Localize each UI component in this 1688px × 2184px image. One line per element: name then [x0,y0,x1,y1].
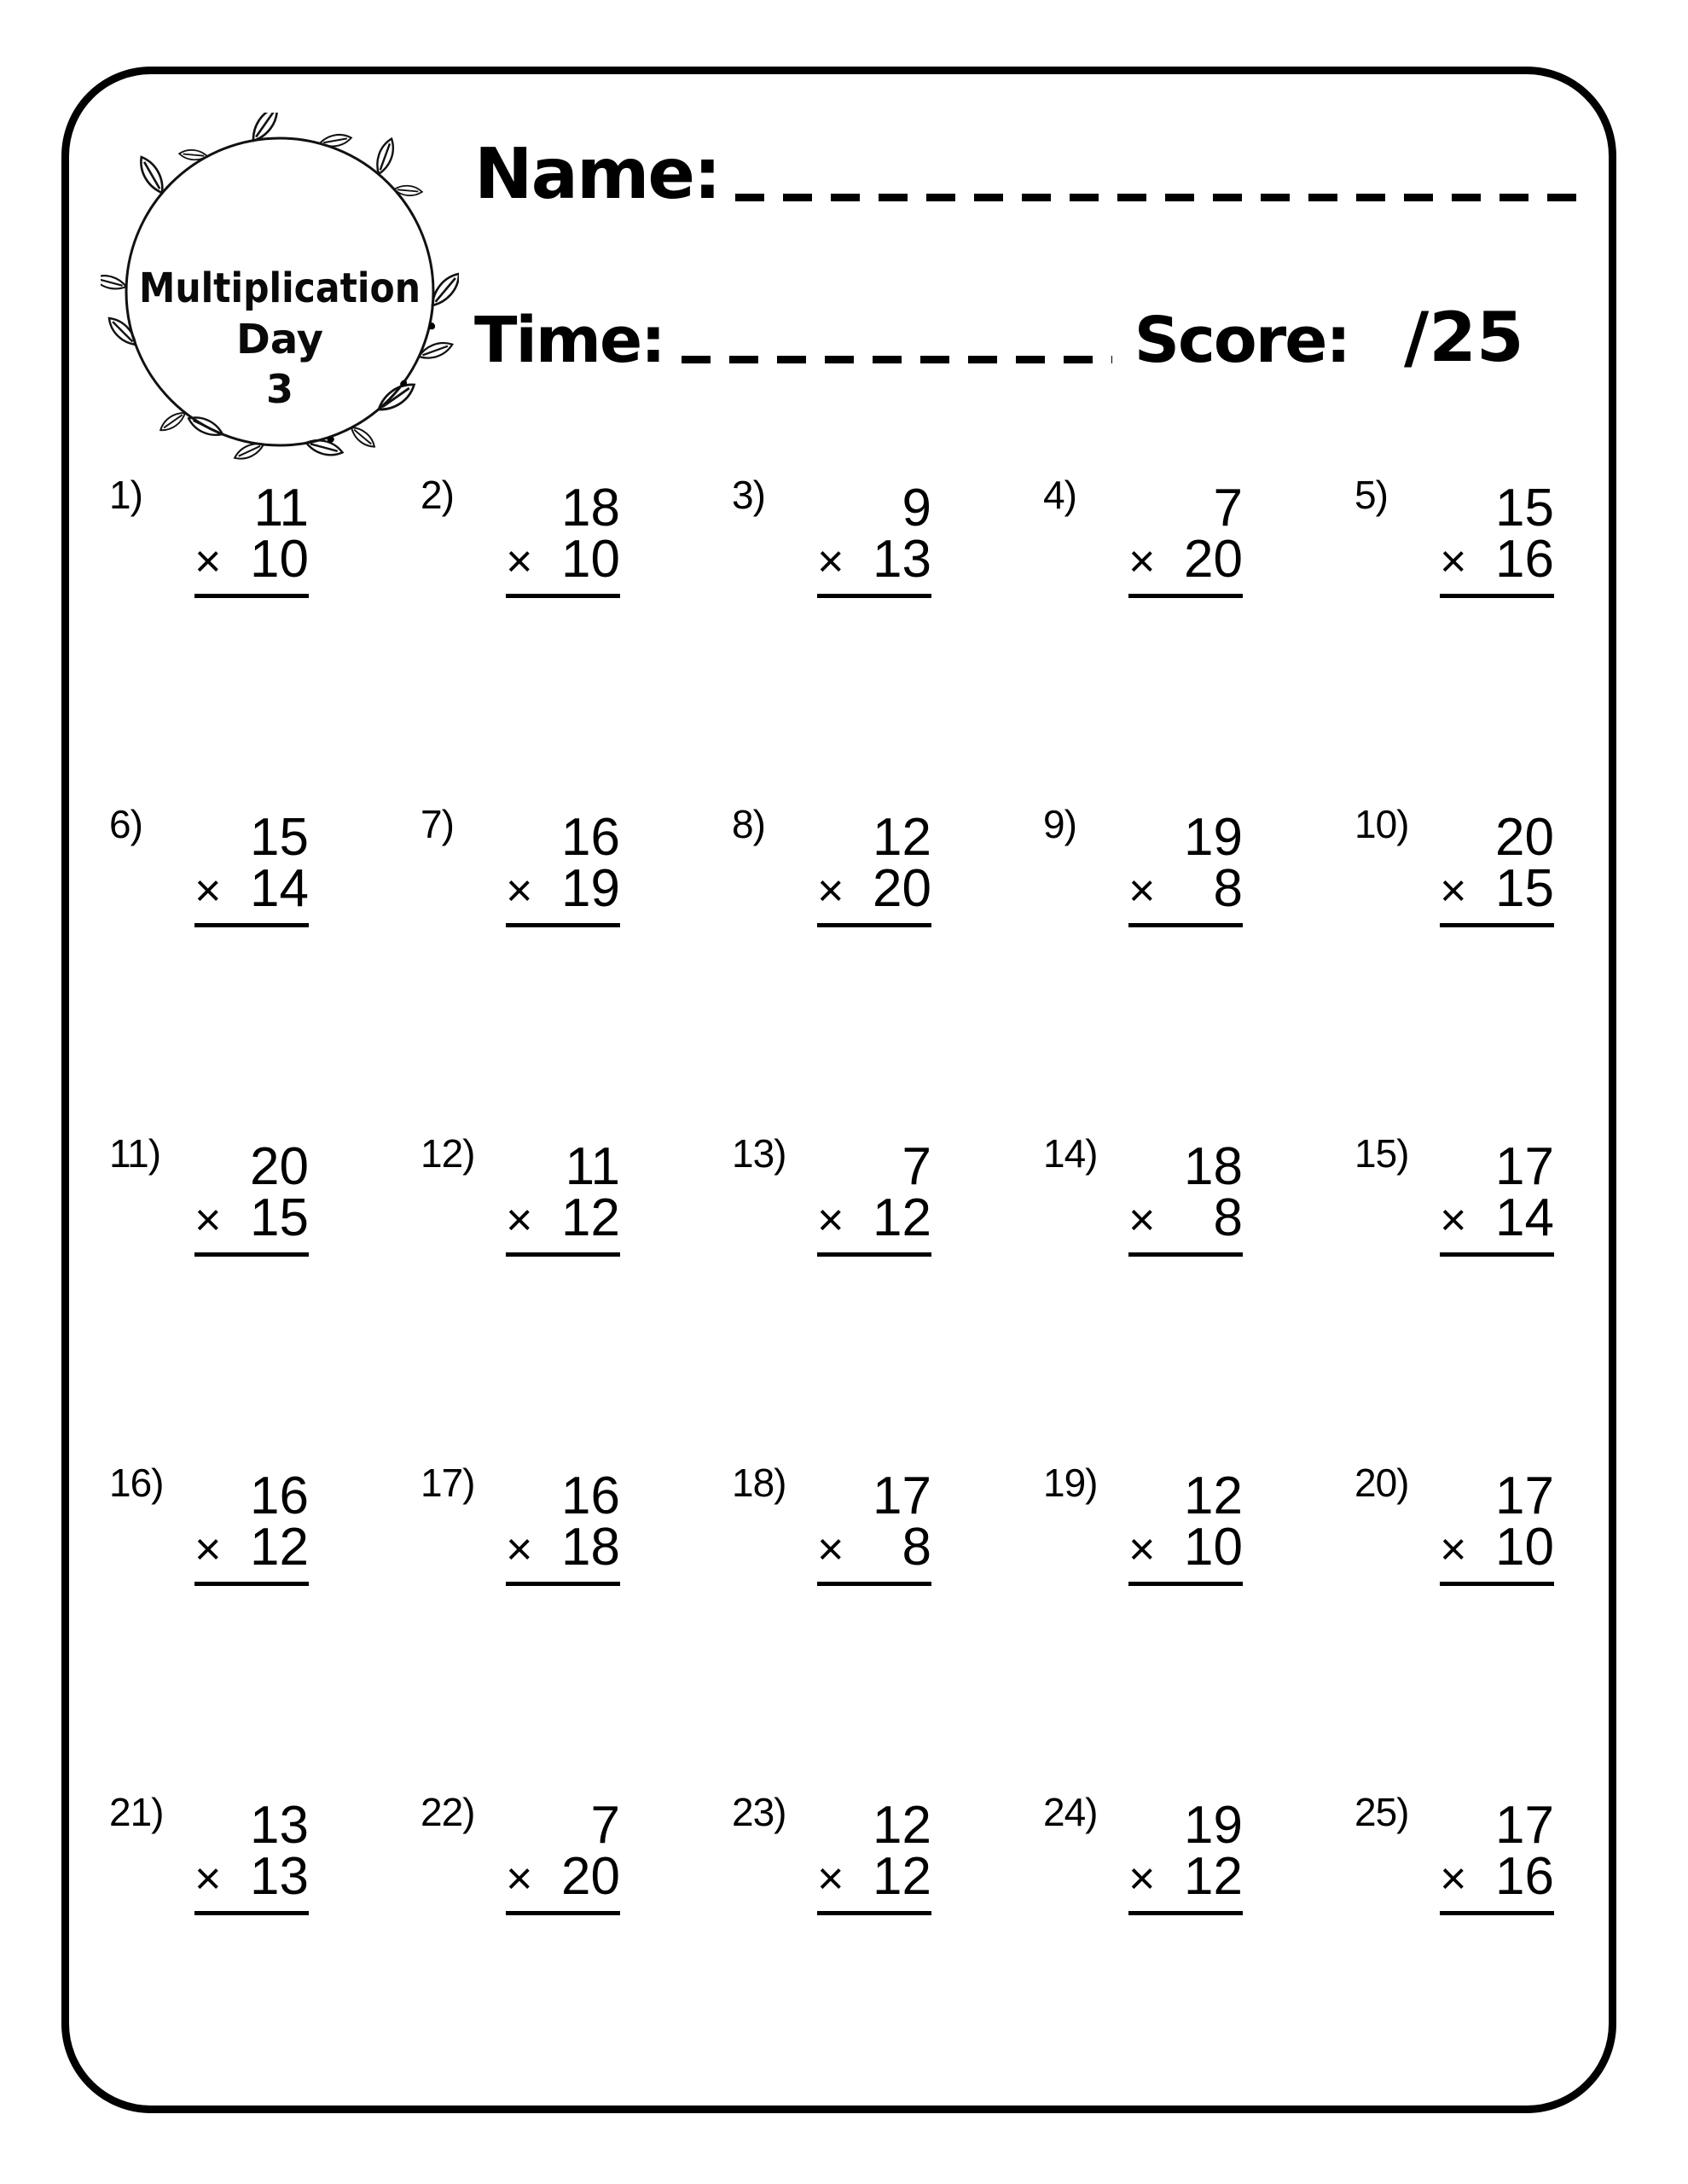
score-total: /25 [1404,298,1524,377]
problem-number-label: 16) [109,1461,164,1505]
multiplicand: 12 [873,1796,931,1855]
problem-body [506,808,620,927]
answer-line[interactable] [194,1911,309,1915]
multiplicand: 11 [253,479,309,537]
problem-item [1043,1462,1354,1792]
answer-line[interactable] [1128,1252,1243,1257]
multiplication-sign: × [194,865,222,916]
problem-number-label: 21) [109,1790,164,1834]
answer-line[interactable] [506,1252,620,1257]
multiplication-sign: × [1440,1524,1467,1575]
multiplicand: 18 [1184,1137,1243,1196]
multiplier: 14 [1495,1188,1554,1247]
multiplication-sign: × [1128,865,1156,916]
answer-line[interactable] [194,594,309,598]
problem-body [817,808,931,927]
problem-item [421,474,732,804]
multiplicand: 13 [250,1796,309,1855]
multiplication-sign: × [1440,1853,1467,1904]
logo-subtitle: Day [235,316,324,363]
problem-body [194,808,309,927]
problem-number-label: 14) [1043,1131,1098,1176]
multiplication-sign: × [1440,1194,1467,1246]
answer-line[interactable] [817,923,931,927]
multiplication-sign: × [506,865,533,916]
multiplicand: 16 [561,808,620,867]
multiplier: 12 [873,1847,931,1906]
answer-line[interactable] [1128,1582,1243,1586]
problem-body [506,479,620,598]
multiplicand: 16 [561,1467,620,1525]
problem-item [1043,1133,1354,1462]
multiplier: 12 [873,1188,931,1247]
problem-item [732,804,1043,1133]
problem-item [732,1133,1043,1462]
problem-number-label: 1) [109,473,142,517]
multiplication-sign: × [1128,1853,1156,1904]
problems-grid [109,474,1666,2121]
answer-line[interactable] [817,1252,931,1257]
multiplicand: 19 [1184,808,1243,867]
problem-number-label: 8) [732,802,765,846]
problem-body [506,1796,620,1915]
multiplier: 18 [561,1518,620,1577]
name-row [474,136,1576,213]
wreath-logo [101,113,459,471]
problem-item [109,804,421,1133]
multiplier: 10 [250,530,309,589]
problem-item [1043,1792,1354,2121]
problem-body [194,1467,309,1586]
problem-item [732,1462,1043,1792]
multiplier: 13 [250,1847,309,1906]
answer-line[interactable] [1440,1252,1554,1257]
problem-body [1128,808,1243,927]
problem-number-label: 23) [732,1790,786,1834]
problem-item [421,1792,732,2121]
answer-line[interactable] [194,923,309,927]
multiplicand: 15 [250,808,309,867]
problem-body [1128,479,1243,598]
multiplication-sign: × [506,536,533,587]
problem-item [109,1133,421,1462]
multiplier: 10 [561,530,620,589]
problem-number-label: 18) [732,1461,786,1505]
multiplier: 19 [561,859,620,918]
multiplication-sign: × [1128,1524,1156,1575]
multiplier: 13 [873,530,931,589]
problem-number-label: 7) [421,802,454,846]
multiplier: 10 [1184,1518,1243,1577]
answer-line[interactable] [1440,1582,1554,1586]
problem-number-label: 12) [421,1131,475,1176]
multiplication-sign: × [506,1853,533,1904]
answer-line[interactable] [1440,594,1554,598]
multiplier: 8 [1213,859,1243,918]
answer-line[interactable] [506,1911,620,1915]
multiplicand: 7 [590,1796,620,1855]
multiplication-sign: × [1440,865,1467,916]
answer-line[interactable] [506,1582,620,1586]
multiplier: 20 [873,859,931,918]
problem-item [109,1792,421,2121]
multiplier: 10 [1495,1518,1554,1577]
problem-body [1128,1467,1243,1586]
problem-number-label: 9) [1043,802,1076,846]
time-input-line[interactable] [682,356,1112,363]
answer-line[interactable] [1128,923,1243,927]
problem-body [817,1796,931,1915]
name-label: Name: [474,134,720,215]
multiplicand: 11 [565,1137,620,1196]
problem-body [506,1137,620,1257]
multiplicand: 20 [250,1137,309,1196]
problem-number-label: 2) [421,473,454,517]
problem-body [1440,1796,1554,1915]
multiplication-sign: × [194,536,222,587]
multiplication-sign: × [817,1194,844,1246]
multiplicand: 16 [250,1467,309,1525]
multiplicand: 9 [902,479,931,537]
multiplicand: 17 [1495,1467,1554,1525]
problem-number-label: 6) [109,802,142,846]
multiplier: 15 [250,1188,309,1247]
multiplier: 8 [1213,1188,1243,1247]
problem-item [109,474,421,804]
multiplier: 16 [1495,1847,1554,1906]
multiplier: 14 [250,859,309,918]
logo-title: Multiplication [139,264,421,312]
problem-item [1354,804,1666,1133]
problem-item [732,1792,1043,2121]
multiplier: 12 [250,1518,309,1577]
multiplicand: 17 [1495,1796,1554,1855]
problem-number-label: 19) [1043,1461,1098,1505]
multiplication-sign: × [506,1194,533,1246]
problem-body [194,1796,309,1915]
multiplier: 12 [561,1188,620,1247]
name-input-line[interactable] [735,194,1576,201]
answer-line[interactable] [194,1252,309,1257]
multiplication-sign: × [1128,1194,1156,1246]
multiplication-sign: × [817,1853,844,1904]
answer-line[interactable] [1128,594,1243,598]
logo-day-number: 3 [265,366,294,412]
problem-number-label: 13) [732,1131,786,1176]
answer-line[interactable] [817,1911,931,1915]
problem-item [1354,1133,1666,1462]
multiplicand: 7 [902,1137,931,1196]
answer-line[interactable] [817,594,931,598]
multiplicand: 17 [873,1467,931,1525]
answer-line[interactable] [506,923,620,927]
problem-body [194,1137,309,1257]
time-score-row [474,300,1576,375]
problem-number-label: 25) [1354,1790,1409,1834]
multiplication-sign: × [194,1853,222,1904]
problem-body [1440,1137,1554,1257]
multiplication-sign: × [817,1524,844,1575]
multiplicand: 15 [1495,479,1554,537]
multiplier: 20 [1184,530,1243,589]
problem-body [817,1467,931,1586]
multiplication-sign: × [817,536,844,587]
problem-body [506,1467,620,1586]
answer-line[interactable] [194,1582,309,1586]
problem-number-label: 3) [732,473,765,517]
multiplication-sign: × [506,1524,533,1575]
multiplication-sign: × [817,865,844,916]
multiplier: 12 [1184,1847,1243,1906]
problem-item [1043,804,1354,1133]
problem-body [194,479,309,598]
problem-number-label: 10) [1354,802,1409,846]
multiplication-sign: × [1128,536,1156,587]
multiplicand: 12 [1184,1467,1243,1525]
time-label: Time: [474,303,664,377]
problem-number-label: 4) [1043,473,1076,517]
multiplication-sign: × [194,1194,222,1246]
score-label: Score: [1134,303,1350,377]
problem-item [421,804,732,1133]
answer-line[interactable] [1440,923,1554,927]
multiplier: 15 [1495,859,1554,918]
problem-item [1354,1792,1666,2121]
problem-number-label: 11) [109,1131,161,1176]
answer-line[interactable] [506,594,620,598]
problem-number-label: 20) [1354,1461,1409,1505]
problem-body [1128,1137,1243,1257]
problem-body [1440,1467,1554,1586]
multiplicand: 19 [1184,1796,1243,1855]
multiplicand: 17 [1495,1137,1554,1196]
multiplicand: 18 [561,479,620,537]
problem-number-label: 15) [1354,1131,1409,1176]
multiplicand: 7 [1213,479,1243,537]
problem-body [1440,808,1554,927]
problem-item [421,1462,732,1792]
problem-body [1128,1796,1243,1915]
multiplication-sign: × [194,1524,222,1575]
multiplication-sign: × [1440,536,1467,587]
multiplicand: 20 [1495,808,1554,867]
problem-body [817,1137,931,1257]
multiplier: 16 [1495,530,1554,589]
answer-line[interactable] [1128,1911,1243,1915]
multiplier: 20 [561,1847,620,1906]
problem-number-label: 17) [421,1461,475,1505]
problem-body [1440,479,1554,598]
problem-number-label: 5) [1354,473,1388,517]
multiplicand: 12 [873,808,931,867]
problem-item [421,1133,732,1462]
answer-line[interactable] [817,1582,931,1586]
answer-line[interactable] [1440,1911,1554,1915]
problem-item [732,474,1043,804]
problem-item [1043,474,1354,804]
problem-item [109,1462,421,1792]
problem-item [1354,1462,1666,1792]
problem-number-label: 22) [421,1790,475,1834]
problem-body [817,479,931,598]
problem-item [1354,474,1666,804]
multiplier: 8 [902,1518,931,1577]
problem-number-label: 24) [1043,1790,1098,1834]
